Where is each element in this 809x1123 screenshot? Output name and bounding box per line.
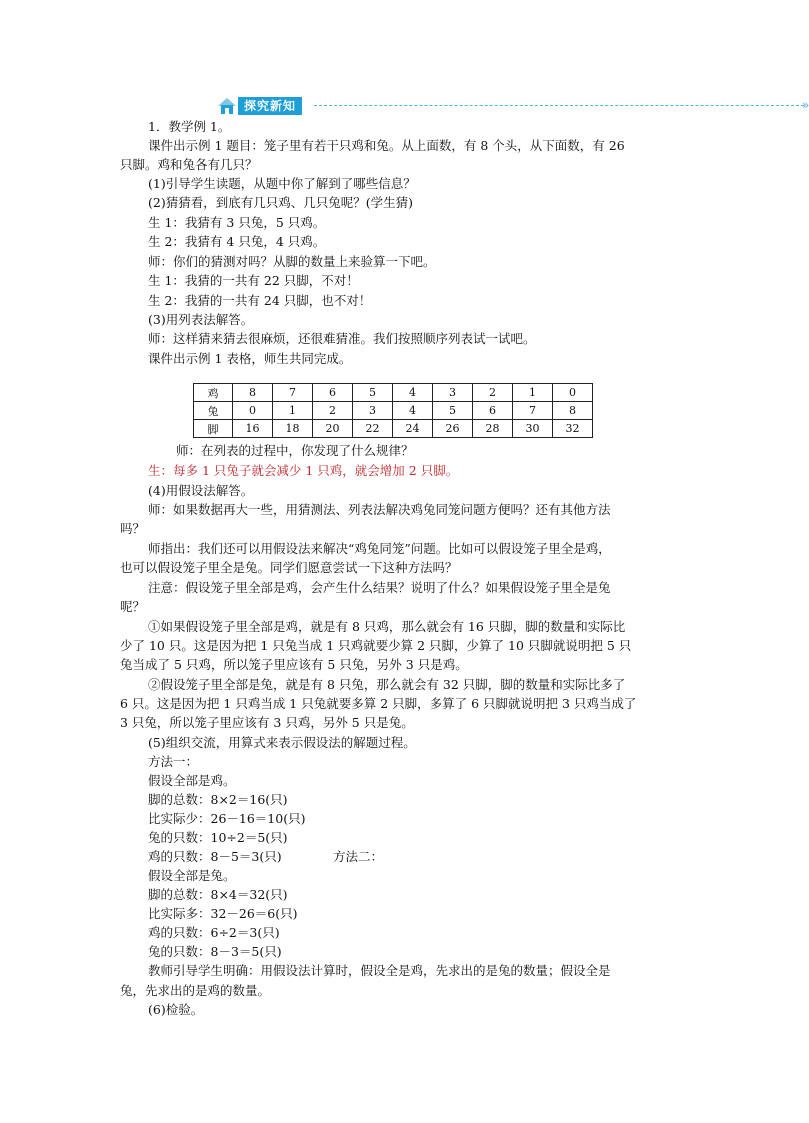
- text-line: 兔，先求出的是鸡的数量。: [120, 983, 271, 998]
- row-header-cell: 脚: [194, 420, 233, 438]
- text-line: ①如果假设笼子里全部是鸡，就是有 8 只鸡，那么就会有 16 只脚，脚的数量和实际比: [148, 619, 626, 634]
- text-line: 3 只兔，所以笼子里应该有 3 只鸡，另外 5 只是兔。: [120, 715, 414, 730]
- table-cell: 30: [513, 420, 553, 438]
- text-line: 1．教学例 1。: [148, 119, 231, 134]
- row-header-cell: 鸡: [194, 384, 233, 402]
- table-cell: 20: [313, 420, 353, 438]
- table-cell: 5: [353, 384, 393, 402]
- text-line: 生 1：我猜的一共有 22 只脚，不对！: [148, 273, 359, 288]
- text-line: (2)猜猜看，到底有几只鸡、几只兔呢？(学生猜): [148, 195, 413, 210]
- text-line: (3)用列表法解答。: [148, 312, 254, 327]
- table-row: [194, 420, 593, 438]
- text-line: 兔当成了 5 只鸡，所以笼子里应该有 5 只兔，另外 3 只是鸡。: [120, 657, 468, 672]
- table-cell: 4: [393, 402, 433, 420]
- text-line: (4)用假设法解答。: [148, 483, 254, 498]
- text-line: 师：你们的猜测对吗？从脚的数量上来验算一下吧。: [148, 254, 436, 269]
- text-line: 师指出：我们还可以用假设法来解决“鸡兔同笼”问题。比如可以假设笼子里全是鸡，: [148, 541, 611, 556]
- text-line: 脚的总数：8×4＝32(只): [148, 887, 288, 902]
- table-cell: 8: [233, 384, 273, 402]
- text-line: (1)引导学生读题，从题中你了解到了哪些信息？: [148, 176, 416, 191]
- text-line: 假设全部是鸡。: [148, 773, 236, 788]
- text-line: 方法一：: [148, 754, 199, 769]
- table-cell: 0: [233, 402, 273, 420]
- table-cell: 26: [433, 420, 473, 438]
- table-cell: 24: [393, 420, 433, 438]
- text-line: (5)组织交流，用算式来表示假设法的解题过程。: [148, 735, 416, 750]
- table-row: [194, 384, 593, 402]
- section-header: [216, 95, 809, 117]
- table-row: [194, 402, 593, 420]
- text-line: ②假设笼子里全部是兔，就是有 8 只兔，那么就会有 32 只脚，脚的数量和实际比多了: [148, 677, 626, 692]
- table-cell: 3: [353, 402, 393, 420]
- text-line: 呢？: [120, 599, 146, 614]
- text-line: 少了 10 只。这是因为把 1 只兔当成 1 只鸡就要少算 2 只脚，少算了 10 只脚就说明把 5 只: [120, 638, 632, 653]
- table-cell: 5: [433, 402, 473, 420]
- text-line: (6)检验。: [148, 1002, 204, 1017]
- header-dashed-line: [314, 105, 804, 106]
- text-line: 也可以假设笼子里全是兔。同学们愿意尝试一下这种方法吗？: [120, 560, 458, 575]
- text-line: 假设全部是兔。: [148, 868, 236, 883]
- text-line: 注意：假设笼子里全部是鸡，会产生什么结果？说明了什么？如果假设笼子里全是兔: [148, 580, 611, 595]
- table-cell: 1: [273, 402, 313, 420]
- house-icon: [216, 96, 238, 116]
- table-cell: 8: [553, 402, 593, 420]
- text-line: 方法二：: [333, 849, 384, 864]
- table-cell: 28: [473, 420, 513, 438]
- table-cell: 22: [353, 420, 393, 438]
- text-line: 6 只。这是因为把 1 只鸡当成 1 只兔就要多算 2 只脚，多算了 6 只脚就说明把 3 只鸡当成了: [120, 696, 637, 711]
- text-line: 比实际多：32－26＝6(只): [148, 906, 298, 921]
- text-line: 师：这样猜来猜去很麻烦，还很难猜准。我们按照顺序列表试一试吧。: [148, 331, 536, 346]
- table-cell: 2: [313, 402, 353, 420]
- data-table: [193, 383, 593, 438]
- table-cell: 1: [513, 384, 553, 402]
- table-cell: 0: [553, 384, 593, 402]
- table-cell: 18: [273, 420, 313, 438]
- text-line: 师：如果数据再大一些，用猜测法、列表法解决鸡兔同笼问题方便吗？还有其他方法: [148, 502, 611, 517]
- table-cell: 2: [473, 384, 513, 402]
- text-line: 师：在列表的过程中，你发现了什么规律？: [176, 443, 414, 458]
- table-cell: 6: [313, 384, 353, 402]
- text-line: 吗？: [120, 521, 146, 536]
- text-line: 鸡的只数：6÷2＝3(只): [148, 925, 280, 940]
- table-cell: 32: [553, 420, 593, 438]
- text-line: 鸡的只数：8－5＝3(只): [148, 849, 282, 864]
- text-line: 生 1：我猜有 3 只兔，5 只鸡。: [148, 215, 326, 230]
- table-cell: 7: [513, 402, 553, 420]
- text-line: 生 2：我猜有 4 只兔，4 只鸡。: [148, 234, 326, 249]
- section-title: 探究新知: [238, 97, 302, 115]
- text-line: 比实际少：26－16＝10(只): [148, 811, 306, 826]
- text-line: 教师引导学生明确：用假设法计算时，假设全是鸡，先求出的是兔的数量；假设全是: [148, 963, 611, 978]
- double-arrow-icon: »: [802, 98, 809, 112]
- text-line: 兔的只数：8－3＝5(只): [148, 944, 282, 959]
- text-line: 课件出示例 1 表格，师生共同完成。: [148, 351, 352, 366]
- text-line: 只脚。鸡和兔各有几只？: [120, 157, 258, 172]
- highlighted-text-line: 生：每多 1 只兔子就会减少 1 只鸡，就会增加 2 只脚。: [148, 463, 459, 478]
- text-line: 兔的只数：10÷2＝5(只): [148, 830, 288, 845]
- text-line: 脚的总数：8×2＝16(只): [148, 792, 288, 807]
- text-line: 生 2：我猜的一共有 24 只脚，也不对！: [148, 293, 372, 308]
- row-header-cell: 兔: [194, 402, 233, 420]
- table-cell: 7: [273, 384, 313, 402]
- table-cell: 4: [393, 384, 433, 402]
- table-cell: 6: [473, 402, 513, 420]
- table-cell: 16: [233, 420, 273, 438]
- table-cell: 3: [433, 384, 473, 402]
- text-line: 课件出示例 1 题目：笼子里有若干只鸡和兔。从上面数，有 8 个头，从下面数，有 26: [148, 138, 625, 153]
